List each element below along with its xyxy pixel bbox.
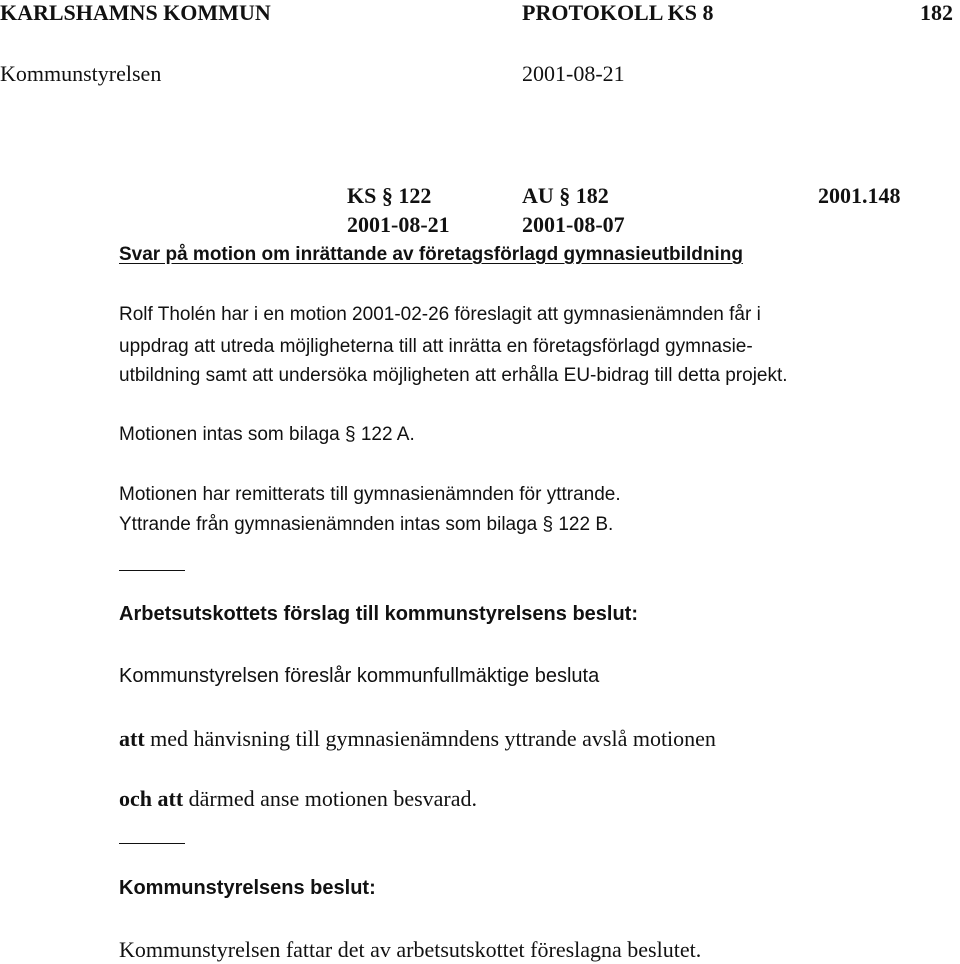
bilaga-b: Yttrande från gymnasienämnden intas som bilaga § 122 B. (119, 514, 614, 535)
org-name: KARLSHAMNS KOMMUN (0, 0, 271, 25)
att-clause-2 (119, 788, 477, 810)
au-proposal-text: Kommunstyrelsen föreslår kommunfullmäktige besluta (119, 665, 600, 687)
att-lead-1: att (119, 726, 145, 751)
separator-rule (119, 570, 185, 571)
att-clause-1 (119, 728, 716, 750)
bilaga-a: Motionen intas som bilaga § 122 A. (119, 424, 415, 445)
body-line-1: Rolf Tholén har i en motion 2001-02-26 föreslagit att gymnasienämnden får i (119, 304, 761, 325)
separator-rule-2 (119, 843, 185, 844)
meeting-date: 2001-08-21 (522, 61, 625, 86)
au-proposal-heading: Arbetsutskottets förslag till kommunstyrelsens beslut: (119, 603, 639, 625)
ks-decision-heading: Kommunstyrelsens beslut: (119, 877, 376, 899)
committee-name: Kommunstyrelsen (0, 61, 162, 86)
case-number: 2001.148 (818, 183, 901, 208)
page-number: 182 (920, 0, 953, 25)
att-rest-1: med hänvisning till gymnasienämndens yttrande avslå motionen (144, 726, 716, 751)
remittance-line: Motionen har remitterats till gymnasienämnden för yttrande. (119, 484, 621, 505)
page-title: Svar på motion om inrättande av företagsförlagd gymnasieutbildning (119, 244, 743, 265)
att-rest-2: därmed anse motionen besvarad. (183, 786, 477, 811)
ks-decision-text: Kommunstyrelsen fattar det av arbetsutskottet föreslagna beslutet. (119, 937, 702, 962)
au-paragraph: AU § 182 (522, 183, 609, 208)
body-line-2: uppdrag att utreda möjligheterna till att inrätta en företagsförlagd gymnasie- (119, 336, 753, 357)
protocol-label: PROTOKOLL KS 8 (522, 0, 714, 25)
ks-date: 2001-08-21 (347, 212, 450, 237)
au-date: 2001-08-07 (522, 212, 625, 237)
att-lead-2: och att (119, 786, 184, 811)
ks-paragraph: KS § 122 (347, 183, 432, 208)
body-line-3: utbildning samt att undersöka möjligheten att erhålla EU-bidrag till detta projekt. (119, 365, 788, 386)
